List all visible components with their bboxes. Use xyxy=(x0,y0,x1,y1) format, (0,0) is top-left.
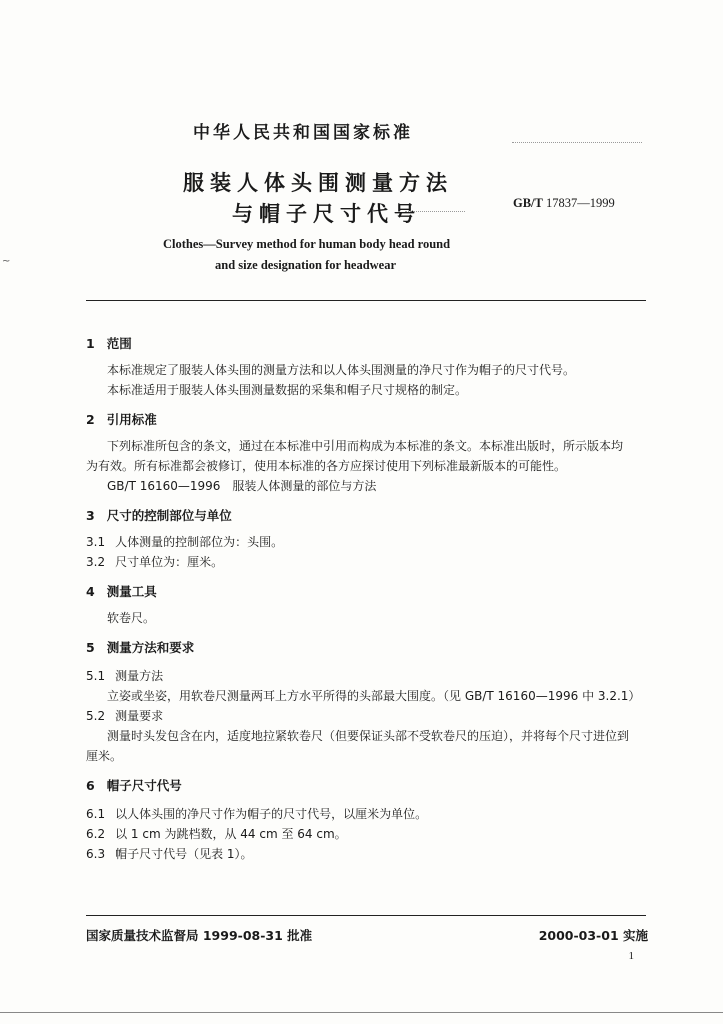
clause-5-1 xyxy=(86,667,163,684)
section-number: 5 xyxy=(86,640,95,655)
clause-number: 3.2 xyxy=(86,555,106,569)
section-heading-1 xyxy=(86,334,132,352)
standard-title-line1: 服装人体头围测量方法 xyxy=(183,171,453,195)
scan-dots xyxy=(512,142,642,143)
clause-text: 人体测量的控制部位为：头围。 xyxy=(115,535,284,549)
clause-text: 帽子尺寸代号（见表 1）。 xyxy=(115,847,253,861)
section-number: 3 xyxy=(86,508,95,523)
clause-6-1 xyxy=(86,805,427,822)
clause-title: 测量要求 xyxy=(115,709,164,723)
clause-6-3 xyxy=(86,845,253,862)
clause-text: 以人体头围的净尺寸作为帽子的尺寸代号，以厘米为单位。 xyxy=(115,807,428,821)
section-heading-2 xyxy=(86,410,157,428)
paragraph: 立姿或坐姿，用软卷尺测量两耳上方水平所得的头部最大围度。（见 GB/T 16160—1996 中 3.2.1） xyxy=(107,689,641,703)
english-title-line2: and size designation for headwear xyxy=(215,258,397,272)
paragraph: 厘米。 xyxy=(86,749,123,763)
paragraph: 测量时头发包含在内，适度地拉紧软卷尺（但要保证头部不受软卷尺的压迫），并将每个尺寸进位到 xyxy=(107,729,630,743)
standard-prefix: GB/T xyxy=(513,196,543,210)
clause-title: 测量方法 xyxy=(115,669,164,683)
standard-number xyxy=(513,196,615,211)
clause-3-2 xyxy=(86,553,223,570)
section-heading-5 xyxy=(86,638,194,656)
section-number: 4 xyxy=(86,584,95,599)
section-title: 尺寸的控制部位与单位 xyxy=(106,508,232,523)
clause-text: 尺寸单位为：厘米。 xyxy=(115,555,224,569)
paragraph: 本标准规定了服装人体头围的测量方法和以人体头围测量的净尺寸作为帽子的尺寸代号。 xyxy=(107,363,576,377)
scan-edge-line xyxy=(0,1012,723,1013)
header-divider xyxy=(86,300,646,301)
section-title: 帽子尺寸代号 xyxy=(106,778,182,793)
paragraph: 为有效。所有标准都会被修订，使用本标准的各方应探讨使用下列标准最新版本的可能性。 xyxy=(86,459,567,473)
normative-reference: GB/T 16160—1996 服装人体测量的部位与方法 xyxy=(107,479,377,493)
standard-title-line2: 与帽子尺寸代号 xyxy=(232,202,421,226)
clause-number: 5.2 xyxy=(86,709,106,723)
clause-number: 6.3 xyxy=(86,847,106,861)
section-heading-4 xyxy=(86,582,157,600)
issuing-country-heading: 中华人民共和国国家标准 xyxy=(193,123,413,143)
approval-line: 国家质量技术监督局 1999-08-31 批准 xyxy=(86,928,313,943)
clause-6-2 xyxy=(86,825,347,842)
paragraph: 下列标准所包含的条文，通过在本标准中引用而构成为本标准的条文。本标准出版时，所示版本均 xyxy=(107,439,624,453)
clause-5-2 xyxy=(86,707,163,724)
clause-number: 6.1 xyxy=(86,807,106,821)
clause-text: 以 1 cm 为跳档数，从 44 cm 至 64 cm。 xyxy=(115,827,347,841)
section-title: 测量工具 xyxy=(106,584,157,599)
page-number: 1 xyxy=(628,950,634,962)
section-number: 1 xyxy=(86,336,95,351)
standard-code: 17837—1999 xyxy=(546,196,615,210)
footer-divider xyxy=(86,915,646,916)
section-number: 2 xyxy=(86,412,95,427)
paragraph: 软卷尺。 xyxy=(107,611,156,625)
implementation-date: 2000-03-01 实施 xyxy=(538,928,648,943)
clause-number: 6.2 xyxy=(86,827,106,841)
section-title: 引用标准 xyxy=(106,412,157,427)
clause-3-1 xyxy=(86,533,283,550)
section-heading-6 xyxy=(86,776,182,794)
english-title-line1: Clothes—Survey method for human body head round xyxy=(163,237,451,251)
clause-number: 5.1 xyxy=(86,669,106,683)
section-heading-3 xyxy=(86,506,232,524)
clause-number: 3.1 xyxy=(86,535,106,549)
scan-mark: ~ xyxy=(2,256,11,267)
section-title: 范围 xyxy=(106,336,132,351)
paragraph: 本标准适用于服装人体头围测量数据的采集和帽子尺寸规格的制定。 xyxy=(107,383,468,397)
section-number: 6 xyxy=(86,778,95,793)
section-title: 测量方法和要求 xyxy=(106,640,195,655)
